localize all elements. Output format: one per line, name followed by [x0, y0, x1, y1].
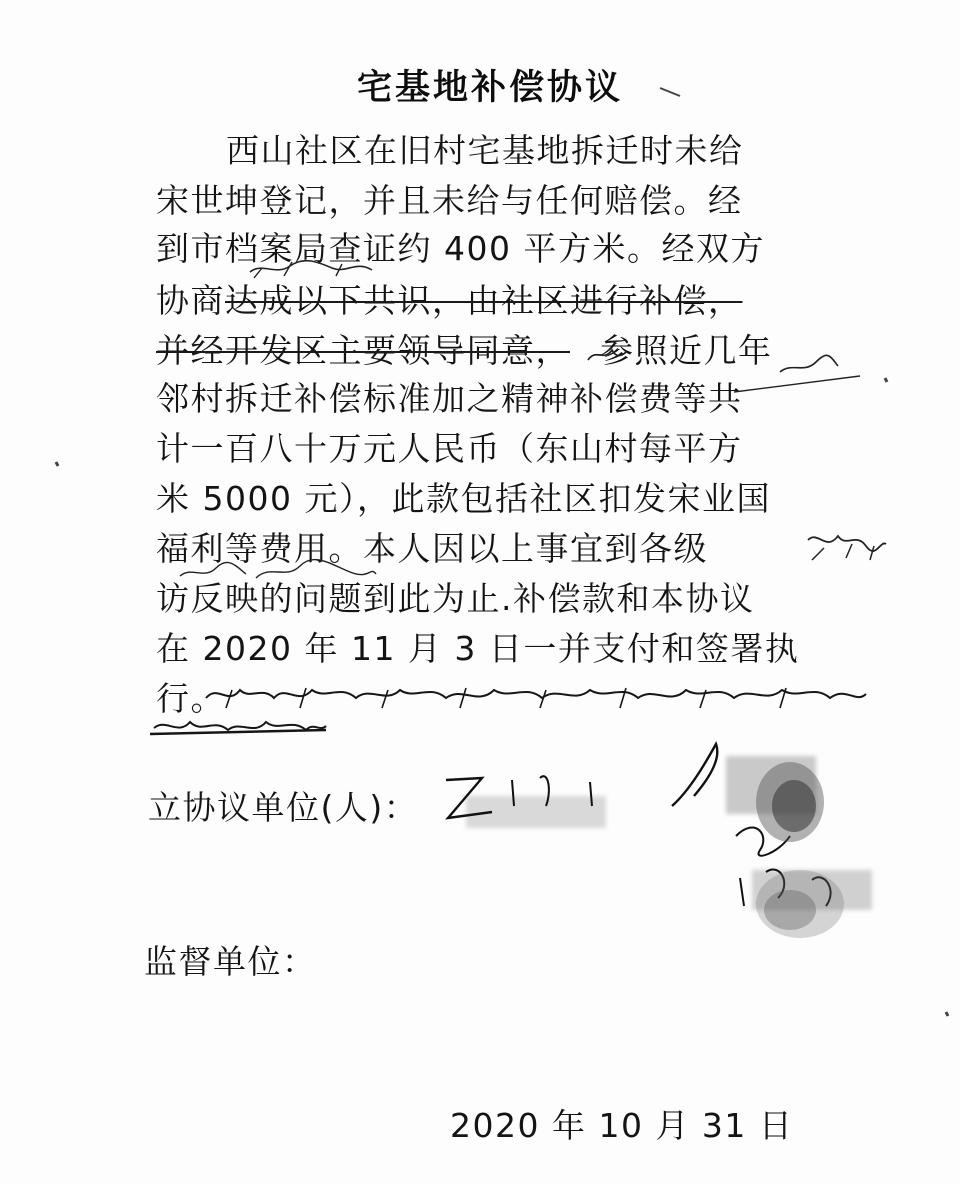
- body-line-7: 计一百八十万元人民币（东山村每平方: [156, 429, 743, 468]
- stray-mark: [56, 462, 58, 466]
- struck-text: 并经开发区主要领导同意，: [156, 331, 570, 370]
- body-line-1: 西山社区在旧村宅基地拆迁时未给: [226, 131, 744, 170]
- document-date: 2020 年 10 月 31 日: [450, 1106, 794, 1145]
- redaction-blur: [466, 796, 606, 828]
- body-line-3: 到市档案局查证约 400 平方米。经双方: [156, 229, 765, 268]
- body-line-8: 米 5000 元），此款包括社区扣发宋业国: [156, 479, 771, 518]
- stray-mark: [946, 1012, 948, 1016]
- body-line-9: 福利等费用。本人因以上事宜到各级: [156, 529, 708, 568]
- handwritten-addition: [808, 536, 886, 551]
- handwritten-addition: [812, 544, 874, 560]
- supervisor-label: 监督单位：: [144, 942, 317, 981]
- signature: [736, 828, 790, 856]
- strike-line: [150, 730, 326, 734]
- document-title: 宅基地补偿协议: [356, 68, 623, 108]
- handwritten-addition: [206, 690, 866, 698]
- body-line-5-kept: 参照近几年: [600, 331, 773, 370]
- handwritten-note: [780, 355, 838, 372]
- body-line-6: 邻村拆迁补偿标准加之精神补偿费等共: [156, 379, 743, 418]
- struck-text: 达成以下共识，由社区进行补偿，: [225, 281, 743, 320]
- handwritten-underline: [734, 376, 860, 392]
- handwritten-addition: [226, 688, 786, 708]
- signature: [672, 744, 717, 806]
- body-line-10: 访反映的问题到此为止.补偿款和本协议: [156, 579, 755, 618]
- body-line-12: 行。: [156, 679, 225, 718]
- redaction-blur: [752, 870, 872, 910]
- stray-mark: [885, 378, 887, 382]
- body-line-2: 宋世坤登记，并且未给与任何赔偿。经: [156, 181, 743, 220]
- redaction-blur: [726, 756, 816, 814]
- body-line-4: [156, 278, 743, 328]
- body-line-5: [156, 328, 773, 378]
- body-line-4-kept: 协商: [156, 281, 225, 320]
- signatory-label: 立协议单位(人)：: [148, 788, 419, 827]
- body-line-11: 在 2020 年 11 月 3 日一并支付和签署执: [156, 629, 800, 668]
